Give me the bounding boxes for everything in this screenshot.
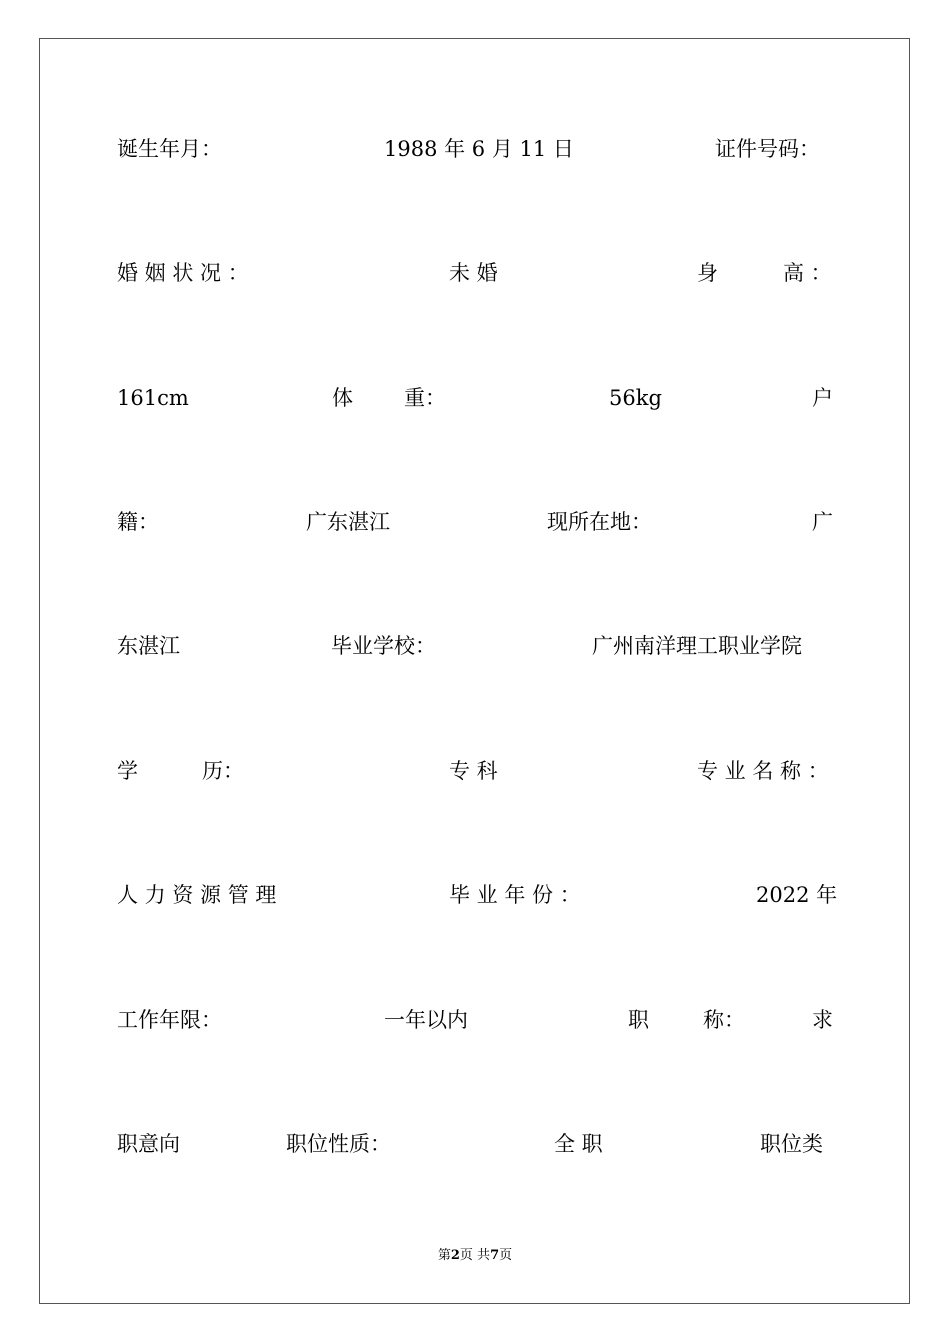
value-current-location-part2: 东湛江 (117, 634, 180, 658)
page-frame (39, 38, 910, 1304)
label-weight-part2: 重： (404, 386, 446, 410)
label-title-part1: 职 (628, 1008, 649, 1032)
label-work-years: 工作年限： (117, 1008, 222, 1032)
value-work-years: 一年以内 (384, 1008, 468, 1032)
field-row-major (0, 880, 950, 910)
field-row-birth (0, 134, 950, 164)
value-hukou: 广东湛江 (306, 510, 390, 534)
label-id-number: 证件号码： (715, 137, 820, 161)
label-job-category-part1: 职位类 (760, 1132, 823, 1156)
page-number-total: 7 (490, 1248, 500, 1263)
label-height-part1: 身 (697, 261, 718, 285)
page-number-mid: 页 共 (459, 1248, 491, 1263)
field-row-hukou (0, 507, 950, 537)
value-current-location-part1: 广 (812, 510, 833, 534)
field-row-school (0, 631, 950, 661)
value-marital-status: 未 婚 (449, 261, 498, 285)
page-number-current: 2 (450, 1248, 460, 1263)
label-hukou-part1: 户 (812, 386, 833, 410)
value-school: 广州南洋理工职业学院 (592, 634, 802, 658)
value-birth-date: 1988 年 6 月 11 日 (384, 137, 574, 161)
field-row-marital (0, 258, 950, 288)
label-hukou-part2: 籍： (117, 510, 159, 534)
page-number-suffix: 页 (499, 1248, 513, 1263)
value-graduation-year: 2022 年 (756, 883, 838, 907)
value-height: 161cm (117, 386, 189, 410)
label-major: 专 业 名 称 ： (697, 759, 829, 783)
label-job-intent-part1: 求 (812, 1008, 833, 1032)
label-height-part2: 高 ： (783, 261, 832, 285)
label-birth-date: 诞生年月： (117, 137, 222, 161)
value-job-nature: 全 职 (554, 1132, 603, 1156)
label-marital-status: 婚 姻 状 况 ： (117, 261, 249, 285)
field-row-job-type (0, 1129, 950, 1159)
value-major: 人 力 资 源 管 理 (117, 883, 277, 907)
value-weight: 56kg (609, 386, 662, 410)
page-footer (0, 1247, 950, 1265)
label-education-part1: 学 (117, 759, 138, 783)
label-graduation-year: 毕 业 年 份 ： (449, 883, 581, 907)
label-weight-part1: 体 (332, 386, 353, 410)
value-education: 专 科 (449, 759, 498, 783)
label-job-nature: 职位性质： (286, 1132, 391, 1156)
label-current-location: 现所在地： (547, 510, 652, 534)
field-row-work (0, 1005, 950, 1035)
page-number-prefix: 第 (437, 1248, 451, 1263)
label-job-intent-part2: 职意向 (117, 1132, 180, 1156)
field-row-education (0, 756, 950, 786)
label-title-part2: 称： (703, 1008, 745, 1032)
field-row-height-weight (0, 383, 950, 413)
label-education-part2: 历： (202, 759, 244, 783)
label-school: 毕业学校： (331, 634, 436, 658)
